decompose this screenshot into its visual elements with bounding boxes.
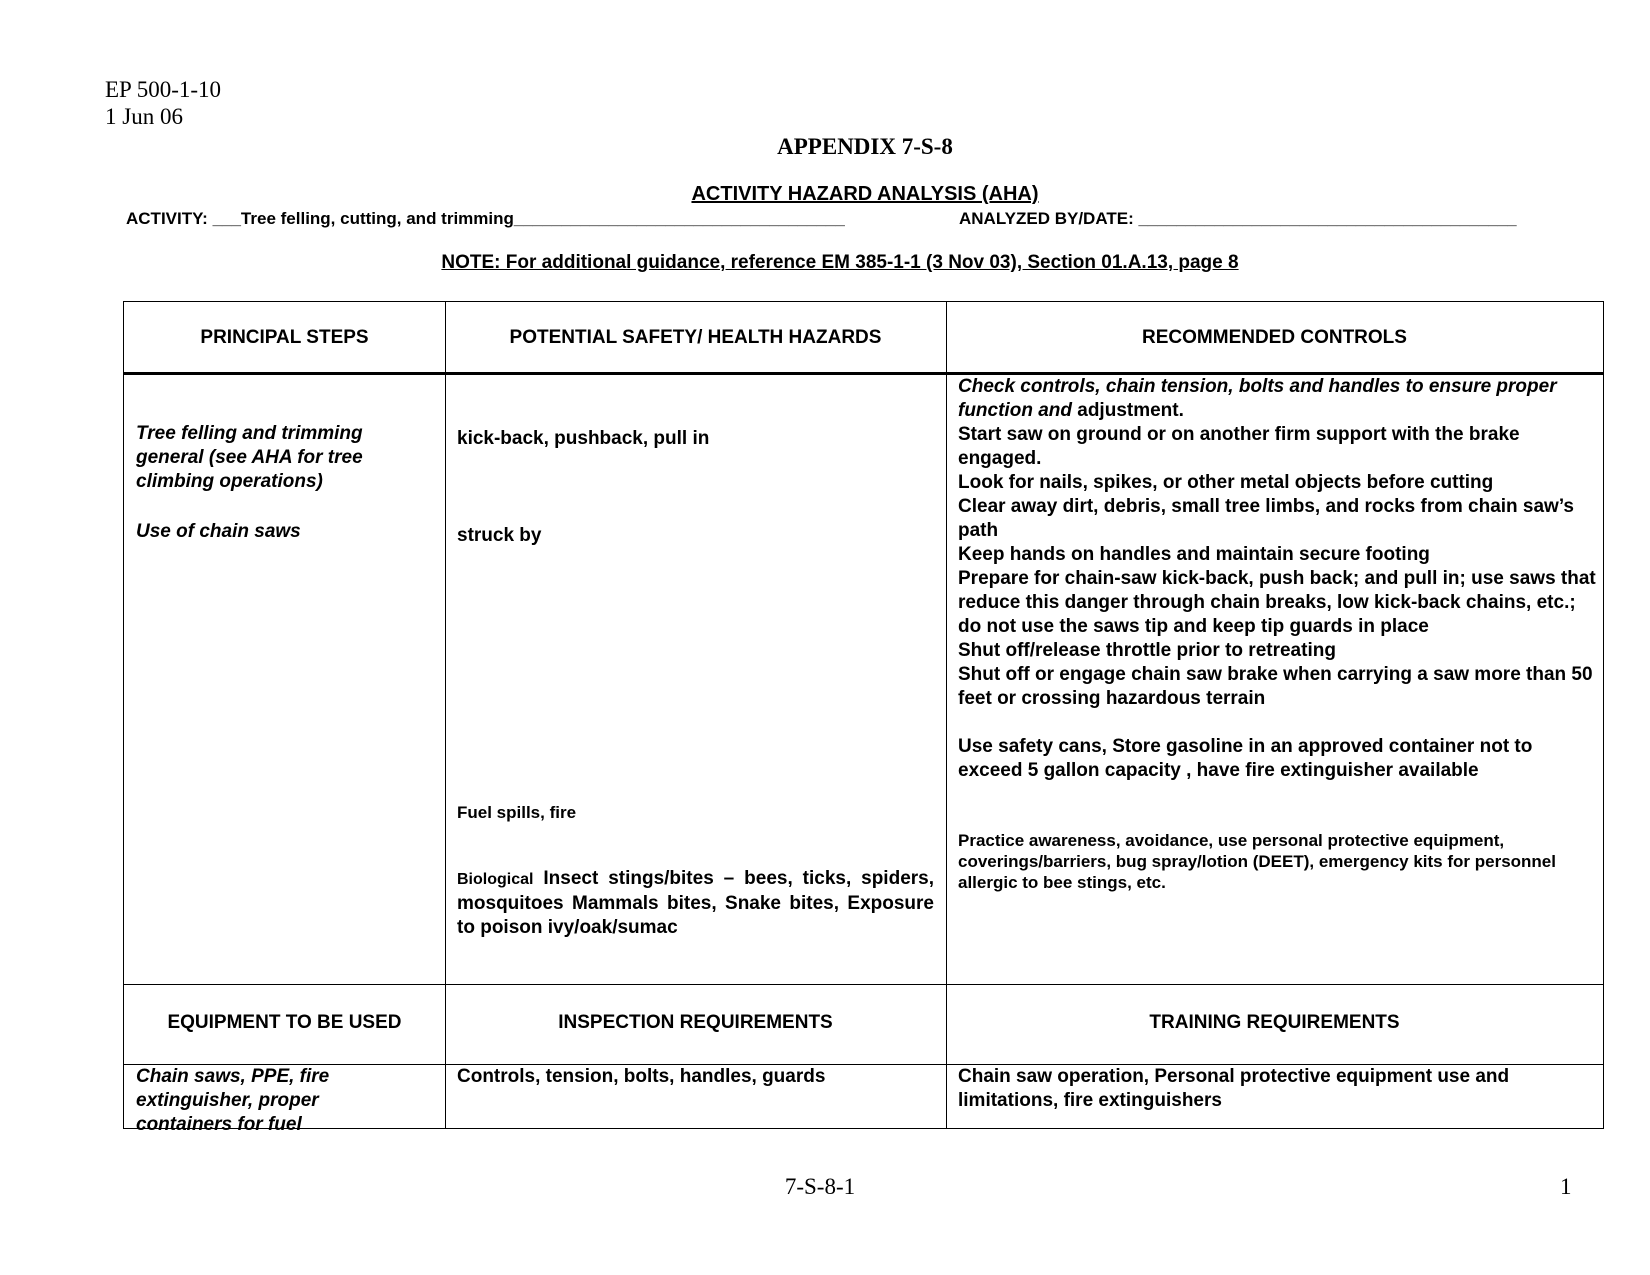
control-item: Shut off or engage chain saw brake when carrying a saw more than 50 feet or crossing hazardous terrain [958,664,1593,709]
header-hazards: POTENTIAL SAFETY/ HEALTH HAZARDS [509,327,882,348]
document-date: 1 Jun 06 [105,104,183,129]
step-item: Use of chain saws [136,521,301,542]
training-value: Chain saw operation, Personal protective equipment use and limitations, fire extinguishers [958,1066,1510,1111]
header-controls: RECOMMENDED CONTROLS [1142,327,1407,348]
header-training: TRAINING REQUIREMENTS [1149,1012,1400,1033]
control-item-rest: adjustment. [1071,400,1184,421]
controls-list [958,375,1598,783]
guidance-note: NOTE: For additional guidance, reference EM 385-1-1 (3 Nov 03), Section 01.A.13, page 8 [441,252,1239,273]
section-divider [124,984,1603,985]
step-item: Tree felling and trimming general (see AHA for tree climbing operations) [136,423,363,492]
footer-page-id: 7-S-8-1 [784,1174,856,1199]
hazard-item: kick-back, pushback, pull in [457,428,710,449]
hazard-biological-text: Insect stings/bites – bees, ticks, spiders, mosquitoes Mammals bites, Snake bites, Exposure to poison ivy/oak/sumac [457,868,934,938]
column-divider [946,302,947,1128]
inspection-value: Controls, tension, bolts, handles, guards [457,1066,826,1087]
footer-page-number: 1 [1560,1174,1572,1199]
control-item: Clear away dirt, debris, small tree limbs, and rocks from chain saw’s path [958,496,1574,541]
control-item-biological: Practice awareness, avoidance, use personal protective equipment, coverings/barriers, bug spray/lotion (DEET), emergency kits for personnel allergic to bee stings, etc. [958,831,1556,892]
control-item: Prepare for chain-saw kick-back, push back; and pull in; use saws that reduce this danger through chain breaks, low kick-back chains, etc.; do not use the saws tip and keep tip guards in place [958,568,1596,637]
analyzed-by-line: ANALYZED BY/DATE: ________________________________________ [959,209,1517,228]
ep-number: EP 500-1-10 [105,77,222,102]
aha-table [123,301,1604,1135]
equipment-value: Chain saws, PPE, fire extinguisher, proper containers for fuel [136,1066,330,1135]
appendix-title: APPENDIX 7-S-8 [777,134,953,159]
header-inspection: INSPECTION REQUIREMENTS [558,1012,833,1033]
hazard-item: struck by [457,525,542,546]
header-equipment: EQUIPMENT TO BE USED [167,1012,402,1033]
control-item: Shut off/release throttle prior to retreating [958,640,1336,661]
control-item: Keep hands on handles and maintain secure footing [958,544,1430,565]
control-item: Start saw on ground or on another firm support with the brake engaged. [958,424,1520,469]
control-item: Use safety cans, Store gasoline in an approved container not to exceed 5 gallon capacity , have fire extinguisher available [958,736,1533,781]
control-item [958,375,1598,423]
header-principal-steps: PRINCIPAL STEPS [200,327,369,348]
column-divider [445,302,446,1128]
hazard-biological-label: Biological [457,871,534,888]
control-item: Look for nails, spikes, or other metal objects before cutting [958,472,1494,493]
activity-line: ACTIVITY: ___Tree felling, cutting, and trimming___________________________________ [126,209,845,228]
control-item-italic: Check controls, chain tension, bolts and handles to ensure proper function and [958,376,1557,421]
hazard-item: Fuel spills, fire [457,803,577,822]
aha-title: ACTIVITY HAZARD ANALYSIS (AHA) [691,183,1039,205]
hazard-item-biological [457,867,934,940]
document-id-block [105,76,221,130]
